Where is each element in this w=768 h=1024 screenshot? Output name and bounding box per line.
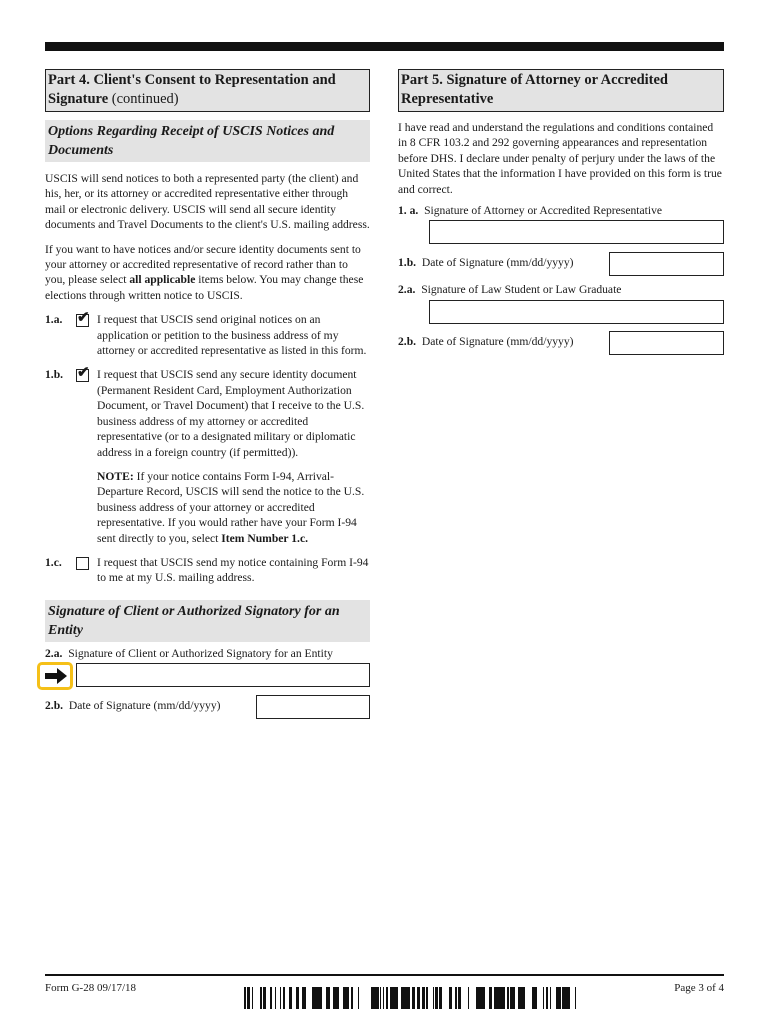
barcode-bar xyxy=(458,987,459,1009)
barcode-bar xyxy=(249,987,250,1009)
barcode-bar xyxy=(346,987,348,1009)
options-para2-emphasis: all applicable xyxy=(129,273,196,287)
barcode-bar xyxy=(252,987,253,1009)
note-label: NOTE: xyxy=(97,469,134,483)
options-heading: Options Regarding Receipt of USCIS Notices and Documents xyxy=(45,120,370,162)
page-number: Page 3 of 4 xyxy=(674,982,724,994)
barcode-bar xyxy=(334,987,336,1009)
barcode-bar xyxy=(556,987,558,1009)
note-item-ref: Item Number 1.c. xyxy=(221,531,309,545)
barcode-bar xyxy=(393,987,396,1009)
left-column xyxy=(45,69,370,719)
barcode-bar xyxy=(497,987,500,1009)
barcode-bar xyxy=(326,987,329,1009)
attorney-signature-label-row xyxy=(398,203,724,218)
item-1c-text: I request that USCIS send my notice containing Form I-94 to me at my U.S. mailing address. xyxy=(97,555,369,585)
options-para2-start: If you want to have notices and/or secure identity documents sent to your attorney or accredited representative of record rather than to you, please select xyxy=(45,242,361,287)
client-date-label: Date of Signature (mm/dd/yyyy) xyxy=(68,699,221,713)
student-date-label-wrap xyxy=(398,335,574,348)
item-1c xyxy=(45,555,370,586)
barcode-bar xyxy=(501,987,502,1009)
item-1b-number: 1.b. xyxy=(45,368,64,382)
options-para2-end: items below. You may change these elections through written notice to USCIS. xyxy=(45,273,364,302)
barcode-bar xyxy=(386,987,388,1009)
barcode-bar xyxy=(333,987,334,1009)
barcode-bar xyxy=(401,987,403,1009)
barcode-bar xyxy=(358,987,359,1009)
student-signature-label-row xyxy=(398,282,724,297)
barcode-bar xyxy=(376,987,379,1009)
client-date-field[interactable] xyxy=(256,695,370,719)
barcode-bar xyxy=(459,987,461,1009)
barcode-bar xyxy=(426,987,428,1009)
barcode-bar xyxy=(507,987,509,1009)
barcode-bar xyxy=(422,987,425,1009)
barcode-bar xyxy=(440,987,441,1009)
part4-title: Part 4. Client's Consent to Representation and Signature xyxy=(48,72,336,107)
barcode-bar xyxy=(263,987,266,1009)
client-signature-row xyxy=(45,663,370,689)
client-signature-field[interactable] xyxy=(76,663,370,687)
barcode-bar xyxy=(449,987,452,1009)
barcode-bar xyxy=(296,987,299,1009)
barcode-bar xyxy=(312,987,313,1009)
barcode-bar xyxy=(289,987,292,1009)
barcode-bar xyxy=(260,987,262,1009)
attorney-date-label: Date of Signature (mm/dd/yyyy) xyxy=(421,256,574,270)
part4-header xyxy=(45,69,370,112)
barcode-bar xyxy=(546,987,548,1009)
student-date-row xyxy=(398,331,724,355)
barcode-bar xyxy=(348,987,349,1009)
barcode-bar xyxy=(372,987,374,1009)
barcode-bar xyxy=(391,987,393,1009)
barcode-bar xyxy=(275,987,276,1009)
attorney-signature-number: 1. a. xyxy=(398,204,419,218)
item-1c-number: 1.c. xyxy=(45,555,62,569)
barcode-bar xyxy=(532,987,534,1009)
form-id: Form G-28 09/17/18 xyxy=(45,982,137,994)
student-signature-field[interactable] xyxy=(429,300,724,324)
barcode-bar xyxy=(338,987,339,1009)
client-signature-label-row xyxy=(45,646,370,661)
options-para2 xyxy=(45,242,370,304)
barcode-bar xyxy=(550,987,551,1009)
attorney-date-label-wrap xyxy=(398,256,574,269)
client-signature-number: 2.a. xyxy=(45,646,63,660)
barcode-bar xyxy=(302,987,304,1009)
barcode-bar xyxy=(468,987,469,1009)
attorney-signature-field[interactable] xyxy=(429,220,724,244)
barcode-bar xyxy=(502,987,505,1009)
student-date-number: 2.b. xyxy=(398,334,417,348)
student-signature-number: 2.a. xyxy=(398,283,416,297)
student-date-label: Date of Signature (mm/dd/yyyy) xyxy=(421,334,574,348)
barcode xyxy=(244,987,578,1009)
barcode-bar xyxy=(575,987,576,1009)
footer-rule xyxy=(45,974,724,976)
client-date-number: 2.b. xyxy=(45,699,64,713)
barcode-bar xyxy=(396,987,398,1009)
item-1c-checkbox[interactable] xyxy=(76,557,89,570)
barcode-bar xyxy=(513,987,515,1009)
options-para1: USCIS will send notices to both a represented party (the client) and his, her, or its attorney or accredited representative either through mail or electronic delivery. USCIS will send all secure identity documents and Travel Documents to the client's U.S. mailing address. xyxy=(45,172,370,232)
barcode-bar xyxy=(406,987,408,1009)
barcode-bar xyxy=(518,987,520,1009)
barcode-bar xyxy=(380,987,381,1009)
barcode-bar xyxy=(489,987,490,1009)
arrow-right-icon xyxy=(44,667,68,685)
barcode-bar xyxy=(336,987,338,1009)
barcode-bar xyxy=(408,987,410,1009)
item-1a-checkbox[interactable] xyxy=(76,310,90,327)
barcode-bar xyxy=(543,987,544,1009)
barcode-bar xyxy=(329,987,330,1009)
barcode-bar xyxy=(568,987,570,1009)
part4-title-continued: (continued) xyxy=(108,91,179,107)
barcode-bar xyxy=(371,987,372,1009)
barcode-bar xyxy=(247,987,249,1009)
check-mark-icon: ✔ xyxy=(77,365,90,382)
barcode-bar xyxy=(500,987,501,1009)
barcode-bar xyxy=(244,987,246,1009)
barcode-bar xyxy=(479,987,480,1009)
attorney-date-field[interactable] xyxy=(609,252,724,276)
barcode-bar xyxy=(480,987,483,1009)
item-1b xyxy=(45,367,370,459)
item-1a xyxy=(45,312,370,358)
barcode-bar xyxy=(523,987,525,1009)
barcode-bar xyxy=(433,987,434,1009)
barcode-bar xyxy=(565,987,568,1009)
barcode-bar xyxy=(534,987,537,1009)
barcode-bar xyxy=(383,987,384,1009)
barcode-bar xyxy=(417,987,420,1009)
barcode-bar xyxy=(439,987,440,1009)
part5-header: Part 5. Signature of Attorney or Accredited Representative xyxy=(398,69,724,112)
attorney-date-number: 1.b. xyxy=(398,256,417,270)
barcode-bar xyxy=(490,987,492,1009)
barcode-bar xyxy=(441,987,442,1009)
attorney-date-row xyxy=(398,252,724,276)
barcode-bar xyxy=(319,987,322,1009)
student-signature-label: Signature of Law Student or Law Graduate xyxy=(421,283,622,297)
barcode-bar xyxy=(403,987,406,1009)
student-date-field[interactable] xyxy=(609,331,724,355)
barcode-bar xyxy=(284,987,285,1009)
top-rule xyxy=(45,42,724,51)
attorney-signature-label: Signature of Attorney or Accredited Representative xyxy=(424,204,663,218)
barcode-bar xyxy=(374,987,376,1009)
client-date-row xyxy=(45,695,370,719)
barcode-bar xyxy=(304,987,306,1009)
barcode-bar xyxy=(280,987,281,1009)
note-block xyxy=(97,469,370,546)
part5-para: I have read and understand the regulations and conditions contained in 8 CFR 103.2 and 292 governing appearances and representation before DHS. I declare under penalty of perjury under the laws of the United States that the information I have provided on this form is true and correct. xyxy=(398,121,722,196)
barcode-bar xyxy=(435,987,438,1009)
barcode-bar xyxy=(558,987,561,1009)
barcode-bar xyxy=(351,987,353,1009)
barcode-bar xyxy=(316,987,319,1009)
barcode-bar xyxy=(520,987,523,1009)
item-1b-text: I request that USCIS send any secure identity document (Permanent Resident Card, Employment Authorization Document, or Travel Document) that I receive to the U.S. business address of my attorney or accredited representative (or to a designated military or diplomatic address in a foreign country (if permitted)). xyxy=(97,368,365,459)
sign-here-indicator xyxy=(37,662,73,690)
barcode-bar xyxy=(412,987,415,1009)
barcode-bar xyxy=(283,987,284,1009)
check-mark-icon: ✔ xyxy=(77,310,90,327)
client-signature-heading: Signature of Client or Authorized Signatory for an Entity xyxy=(45,600,370,642)
item-1a-text: I request that USCIS send original notices on an application or petition to the business address of my attorney or accredited representative as listed in this form. xyxy=(97,313,367,358)
barcode-bar xyxy=(390,987,391,1009)
barcode-bar xyxy=(483,987,485,1009)
right-column xyxy=(398,69,724,355)
barcode-bar xyxy=(562,987,565,1009)
item-1a-number: 1.a. xyxy=(45,313,63,327)
note-text: If your notice contains Form I-94, Arrival-Departure Record, USCIS will send the notice to the U.S. business address of your attorney or accredited representative. If you would rather have your Form I-94 sent directly to you, select xyxy=(97,469,365,545)
barcode-bar xyxy=(510,987,513,1009)
barcode-bar xyxy=(476,987,479,1009)
barcode-bar xyxy=(455,987,457,1009)
barcode-bar xyxy=(270,987,272,1009)
barcode-bar xyxy=(343,987,346,1009)
client-signature-label: Signature of Client or Authorized Signatory for an Entity xyxy=(68,646,333,660)
item-1b-checkbox[interactable] xyxy=(76,365,90,382)
barcode-bar xyxy=(494,987,497,1009)
barcode-bar xyxy=(313,987,316,1009)
client-date-label-wrap xyxy=(45,699,221,712)
